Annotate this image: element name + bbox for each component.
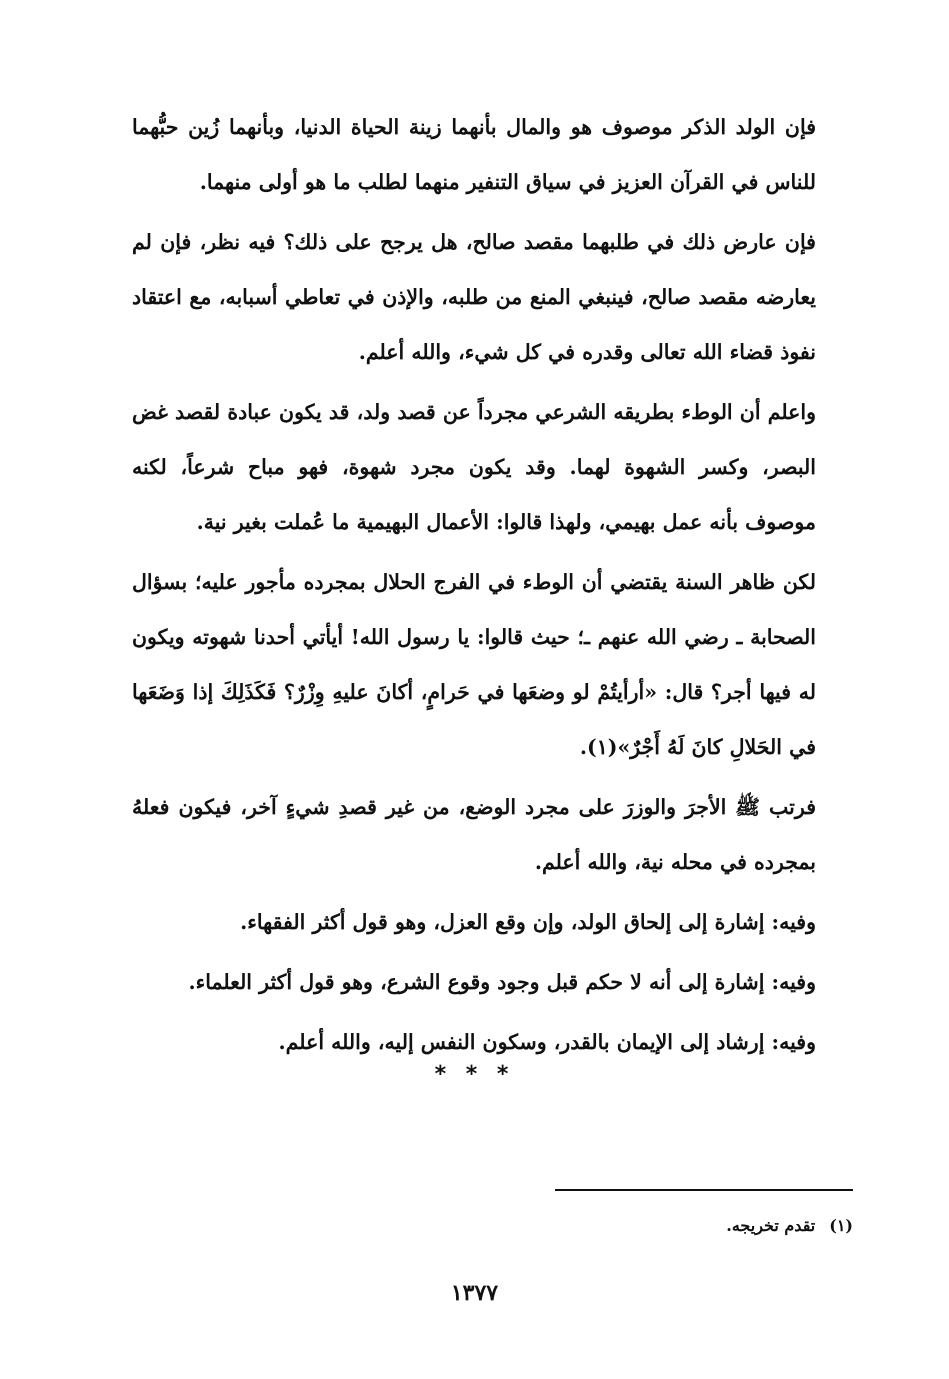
main-text [132, 100, 816, 1075]
paragraph: فرتب ﷺ الأجرَ والوزرَ على مجرد الوضع، من غير قصدِ شيءٍ آخر، فيكون فعلهُ بمجرده في محله نية، والله أعلم. [132, 795, 816, 874]
footnote-divider [555, 1189, 853, 1191]
footnote-text: تقدم تخريجه. [726, 1216, 816, 1235]
paragraph: فإن الولد الذكر موصوف هو والمال بأنهما زينة الحياة الدنيا، وبأنهما زُين حبُّهما للناس في القرآن العزيز في سياق التنفير منهما لطلب ما هو أولى منهما. [132, 115, 816, 194]
page-number: ١٣٧٧ [450, 1280, 499, 1306]
paragraph [132, 895, 816, 950]
paragraph-body: إشارة إلى إلحاق الولد، وإن وقع العزل، وهو قول أكثر الفقهاء. [240, 910, 772, 934]
paragraph [132, 955, 816, 1010]
paragraph-lead: وفيه: [771, 1030, 816, 1054]
paragraph-lead: وفيه: [771, 970, 816, 994]
footnote [555, 1216, 853, 1235]
section-separator: * * * [434, 1062, 515, 1087]
paragraph-lead: وفيه: [771, 910, 816, 934]
paragraph-body: إشارة إلى أنه لا حكم قبل وجود وقوع الشرع، وهو قول أكثر العلماء. [188, 970, 772, 994]
paragraph: واعلم أن الوطء بطريقه الشرعي مجرداً عن قصد ولد، قد يكون عبادة لقصد غض البصر، وكسر الشهوة لهما. وقد يكون مجرد شهوة، فهو مباح شرعاً، لكنه موصوف بأنه عمل بهيمي، ولهذا قالوا: الأعمال البهيمية ما عُملت بغير نية. [132, 400, 816, 534]
footnote-number: (١) [829, 1216, 853, 1235]
paragraph: لكن ظاهر السنة يقتضي أن الوطء في الفرج الحلال بمجرده مأجور عليه؛ بسؤال الصحابة ـ رضي الله عنهم ـ؛ حيث قالوا: يا رسول الله! أيأتي أحدنا شهوته ويكون له فيها أجر؟ قال: «أرأيتُمْ لو وضعَها في حَرامٍ، أكانَ عليهِ وِزْرٌ؟ فَكَذَلِكَ إذا وَضَعَها في الحَلالِ كانَ لَهُ أَجْرٌ»(١). [132, 570, 816, 759]
paragraph: فإن عارض ذلك في طلبهما مقصد صالح، هل يرجح على ذلك؟ فيه نظر، فإن لم يعارضه مقصد صالح، فينبغي المنع من طلبه، والإذن في تعاطي أسبابه، مع اعتقاد نفوذ قضاء الله تعالى وقدره في كل شيء، والله أعلم. [132, 230, 816, 364]
paragraph-body: إرشاد إلى الإيمان بالقدر، وسكون النفس إليه، والله أعلم. [278, 1030, 772, 1054]
